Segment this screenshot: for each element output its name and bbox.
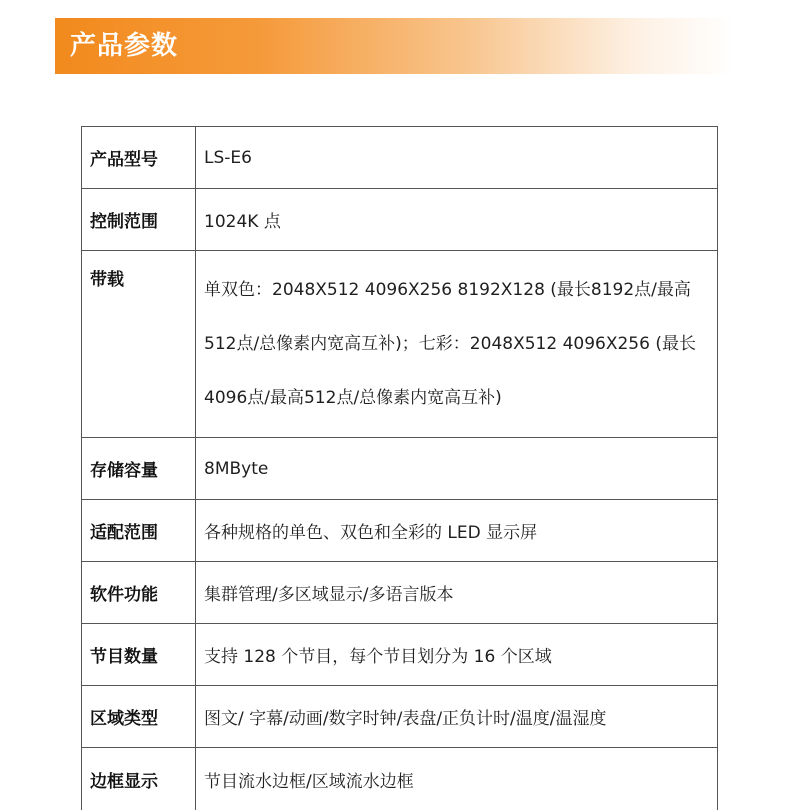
product-spec-table	[81, 126, 718, 810]
spec-value: 图文/ 字幕/动画/数字时钟/表盘/正负计时/温度/温湿度	[196, 686, 718, 748]
spec-value: 节目流水边框/区域流水边框	[196, 748, 718, 810]
spec-row-software	[82, 562, 718, 624]
spec-value: 单双色：2048X512 4096X256 8192X128 (最长8192点/最高512点/总像素内宽高互补)；七彩：2048X512 4096X256 (最长4096点/最高512点/总像素内宽高互补)	[196, 251, 718, 438]
spec-label: 产品型号	[82, 127, 196, 189]
section-header-bar	[55, 18, 735, 74]
section-title: 产品参数	[70, 18, 178, 74]
spec-row-model	[82, 127, 718, 189]
spec-value: 各种规格的单色、双色和全彩的 LED 显示屏	[196, 500, 718, 562]
spec-value: 集群管理/多区域显示/多语言版本	[196, 562, 718, 624]
spec-row-load	[82, 251, 718, 438]
spec-value: 支持 128 个节目，每个节目划分为 16 个区域	[196, 624, 718, 686]
spec-label: 适配范围	[82, 500, 196, 562]
spec-label: 控制范围	[82, 189, 196, 251]
spec-row-border	[82, 748, 718, 810]
spec-label: 软件功能	[82, 562, 196, 624]
spec-row-area-types	[82, 686, 718, 748]
spec-row-control-range	[82, 189, 718, 251]
spec-label: 区域类型	[82, 686, 196, 748]
spec-value: 1024K 点	[196, 189, 718, 251]
spec-row-compatibility	[82, 500, 718, 562]
spec-label: 存储容量	[82, 438, 196, 500]
spec-label: 带载	[82, 251, 196, 438]
spec-value: LS-E6	[196, 127, 718, 189]
spec-value: 8MByte	[196, 438, 718, 500]
spec-label: 边框显示	[82, 748, 196, 810]
spec-label: 节目数量	[82, 624, 196, 686]
spec-row-storage	[82, 438, 718, 500]
spec-row-programs	[82, 624, 718, 686]
